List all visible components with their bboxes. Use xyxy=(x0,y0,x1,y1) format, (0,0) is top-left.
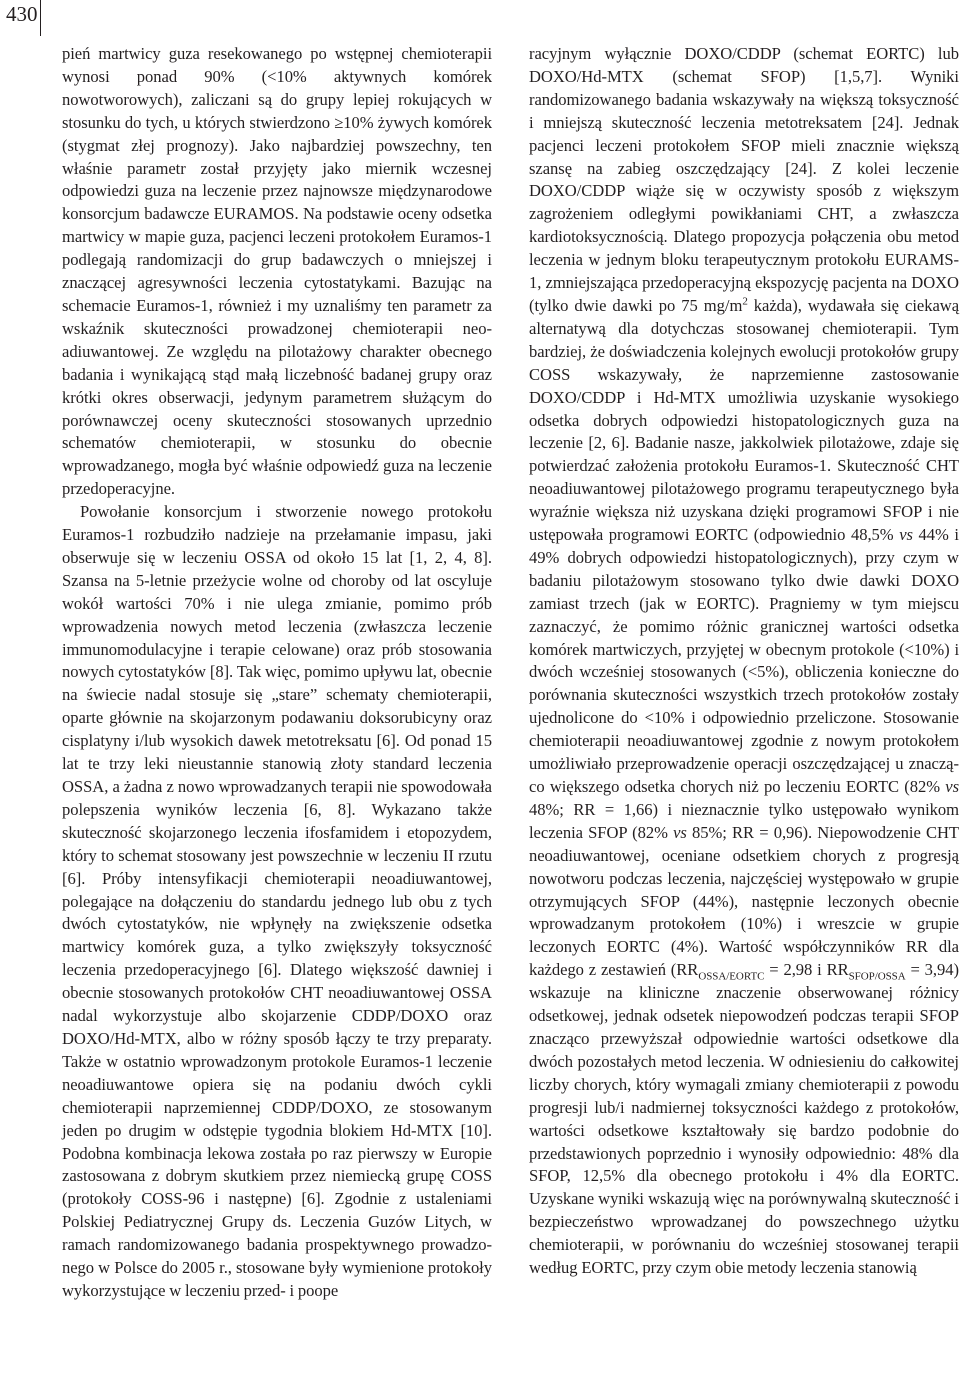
left-column xyxy=(62,43,492,1303)
right-text-6: = 2,98 i RR xyxy=(764,960,849,980)
right-text-4: 48%; RR = 1,66) i nieznacznie tylko ustępowało wynikom leczenia SFOP (82% xyxy=(529,799,959,842)
superscript-2: 2 xyxy=(742,295,748,308)
right-paragraph-1 xyxy=(529,43,959,1280)
right-text-1: racyjnym wyłącznie DOXO/CDDP (schemat EORTC) lub DOXO/Hd-MTX (schemat SFOP) [1,5,7]. Wyniki randomizowanego badania wskazywały na większą toksyczność i mniejszą skuteczność leczenia metotreksatem [24]. Jednak pacjenci leczeni protokołem SFOP mieli znacznie większą szansę na zabieg oszczędzający [24]. Z kolei leczenie DOXO/CDDP wiąże się w oczywisty sposób z większym zagrożeniem odległymi powikłaniami CHT, a zwłaszcza kardiotoksycznością. Dlatego propozycja połączenia obu metod leczenia w jednym bloku terapeutycznym protokołu EURAMS-1, zmniejszająca przedoperacyjną ekspozycję pacjenta na DOXO (tylko dwie dawki po 75 mg/m xyxy=(529,44,959,315)
page-number: 430 xyxy=(6,2,38,26)
vs-italic-1: vs xyxy=(899,525,913,545)
right-text-2: każda), wydawała się ciekawą alternatywą dla dotychczas stosowanej chemioterapii. Tym bardziej, że doświadczenia kolejnych ewolucji protokołów grupy COSS wskazywały, że naprzemienne zastosowanie DOXO/CDDP i Hd-MTX umożliwia uzyskanie wysokiego odsetka dobrych odpowiedzi histopatologicznych guza na leczenie [2, 6]. Badanie nasze, jakkolwiek pilotażowe, zdaje się potwierdzać założenia protokołu Euramos-1. Skuteczność CHT neoadiuwantowej pilotażowego programu terapeutycznego była wyraźnie większa niż uzyskana dzięki programowi SFOP i nie ustępowała programowi EORTC (odpowiednio 48,5% xyxy=(529,295,960,545)
vs-italic-2: vs xyxy=(945,777,959,796)
subscript-ossa-eortc: OSSA/EORTC xyxy=(698,970,765,983)
right-text-3: 44% i 49% dobrych odpowiedzi histopatologicznych), przy czym w badaniu pilotażowym stosowano tylko dwie dawki DOXO zamiast trzech (jak w EORTC). Pragniemy w tym miejscu zaznaczyć, że pomimo różnic granicznej wartości odsetka komórek martwiczych, przyjętej w obecnym protokole (<10%) i dwóch wcześniej stosowanych (<5%), obliczenia konieczne do porównania skuteczności wszystkich trzech protokołów zostały ujednolicone do <10% i odpowiednio przeliczone. Stosowanie chemioterapii neoadiuwantowej zgodnie z nowym protokołem umożliwiało przeprowadzenie operacji oszczędzającej u znacząco większego odsetka chorych niż po leczeniu EORTC (82% xyxy=(529,525,959,796)
margin-rule xyxy=(40,0,41,36)
left-paragraph-1: pień martwicy guza resekowanego po wstępnej chemioterapii wynosi ponad 90% (<10% aktywnych komórek nowotworowych), zaliczani są do grupy lepiej rokujących w stosunku do tych, u których stwierdzono ≥10% żywych komórek (stygmat złej prognozy). Jako najbardziej powszechny, ten właśnie parametr został przyjęty jako miernik wczesnej odpowiedzi guza na leczenie przez najnowsze międzynarodowe konsorcjum badawcze EURAMOS. Na podstawie oceny odsetka martwicy w mapie guza, pacjenci leczeni protokołem Euramos-1 podlegają randomizacji do grup badawczych o mniejszej i znaczącej agresywności leczenia cytostatykami. Bazując na schemacie Euramos-1, również i my uznaliśmy ten parametr za wskaźnik skuteczności prowadzonej chemioterapii neoadiuwantowej. Ze względu na pilotażowy charakter obecnego badania i wynikającą stąd małą liczebność badanej grupy oraz krótki okres obserwacji, jedynym parametrem służącym do porównawczej oceny skuteczności stosowanych uprzednio schematów chemioterapii, w stosunku do obecnie wprowadzanego, mogła być właśnie odpowiedź guza na leczenie przedoperacyjne. xyxy=(62,44,492,499)
subscript-sfop-ossa: SFOP/OSSA xyxy=(848,970,906,983)
vs-italic-3: vs xyxy=(673,822,687,842)
left-paragraph-2: Powołanie konsorcjum i stworzenie nowego protokołu Euramos-1 rozbudziło nadzieje na przełamanie impasu, jaki obserwuje się w leczeniu OSSA od około 15 lat [1, 2, 4, 8]. Szansa na 5-letnie przeżycie wolne od choroby od lat oscyluje wokół wartości 70% i nie ulega zmianie, pomimo prób wprowadzenia nowych metod leczenia (zwłaszcza leczenie immunomodulacyjne i terapie celowane) oraz prób stosowania nowych cytostatyków [8]. Tak więc, pomimo upływu lat, obecnie na świecie nadal stosuje się „stare” schematy chemioterapii, oparte głównie na skojarzonym podawaniu doksorubicyny oraz cisplatyny i/lub wysokich dawek metotreksatu [6]. Od ponad 15 lat te trzy leki nieustannie stanowią złoty standard leczenia OSSA, a żadna z nowo wprowadzanych terapii nie spowodowała polepszenia wyników leczenia [6, 8]. Wykazano także skuteczność skojarzonego leczenia ifosfamidem i etopozydem, który to schemat stosowany jest powszechnie w leczeniu II rzutu [6]. Próby intensyfikacji chemioterapii neoadiuwantowej, polegające na dołączeniu do standardu jednego lub obu z tych dwóch cytostatyków, nie wpłynęły na zwiększenie odsetka martwicy komórek guza, a tylko zwiększyły toksyczność leczenia przedoperacyjnego [6]. Dlatego większość dawniej i obecnie stosowanych protokołów CHT neoadiuwantowej OSSA nadal wykorzystuje albo skojarzenie CDDP/DOXO oraz DOXO/Hd-MTX, albo w różny sposób łączy te trzy preparaty. Także w ostatnio wprowadzonym protokole Euramos-1 leczenie neoadiuwantowe opiera się na podaniu dwóch cykli chemioterapii naprzemiennej CDDP/DOXO, ze stosowanym jeden po drugim w odstępie tygodnia blokiem Hd-MTX [10]. Podobna kombinacja lekowa została po raz pierwszy w Europie zastosowana z dobrym skutkiem przez niemiecką grupę COSS (protokoły COSS-96 i następne) [6]. Zgodnie z ustaleniami Polskiej Pediatrycznej Grupy ds. Leczenia Guzów Litych, w ramach randomizowanego badania prospektywnego prowadzonego w Polsce do 2005 r., stosowane były wymienione protokoły wykorzystujące w leczeniu przed- i poope xyxy=(62,502,492,1300)
right-column xyxy=(529,43,959,1280)
right-text-5: 85%; RR = 0,96). Niepowodzenie CHT neoadiuwantowej, oceniane odsetkiem chorych z progresją nowotworu podczas leczenia, najczęściej występowało w grupie otrzymujących SFOP (44%), następnie leczonych obecnie wprowadzanym protokołem (10%) i wreszcie w grupie leczonych EORTC (4%). Wartość współczynników RR dla każdego z zestawień (RR xyxy=(529,822,959,980)
right-text-7: = 3,94) wskazuje na kliniczne znaczenie obserwowanej różnicy odsetkowej, jednak odsetek niepowodzeń podczas terapii SFOP znacząco przewyższał odpowiednie wartości odsetkowe dla dwóch pozostałych metod leczenia. W odniesieniu do całkowitej liczby chorych, który wymagali zmiany chemioterapii z powodu progresji lub/i nadmiernej toksyczności każdego z protokołów, wartości odsetkowe kształtowały się bardzo podobnie do przedstawionych poprzednio i wynosiły odpowiednio: 48% dla SFOP, 12,5% dla obecnego protokołu i 4% dla EORTC. Uzyskane wyniki wskazują więc na porównywalną skuteczność i bezpieczeństwo wprowadzanej do powszechnego użytku chemioterapii, w porównaniu do wcześniej stosowanej terapii według EORTC, przy czym obie metody leczenia stanowią xyxy=(529,960,959,1278)
